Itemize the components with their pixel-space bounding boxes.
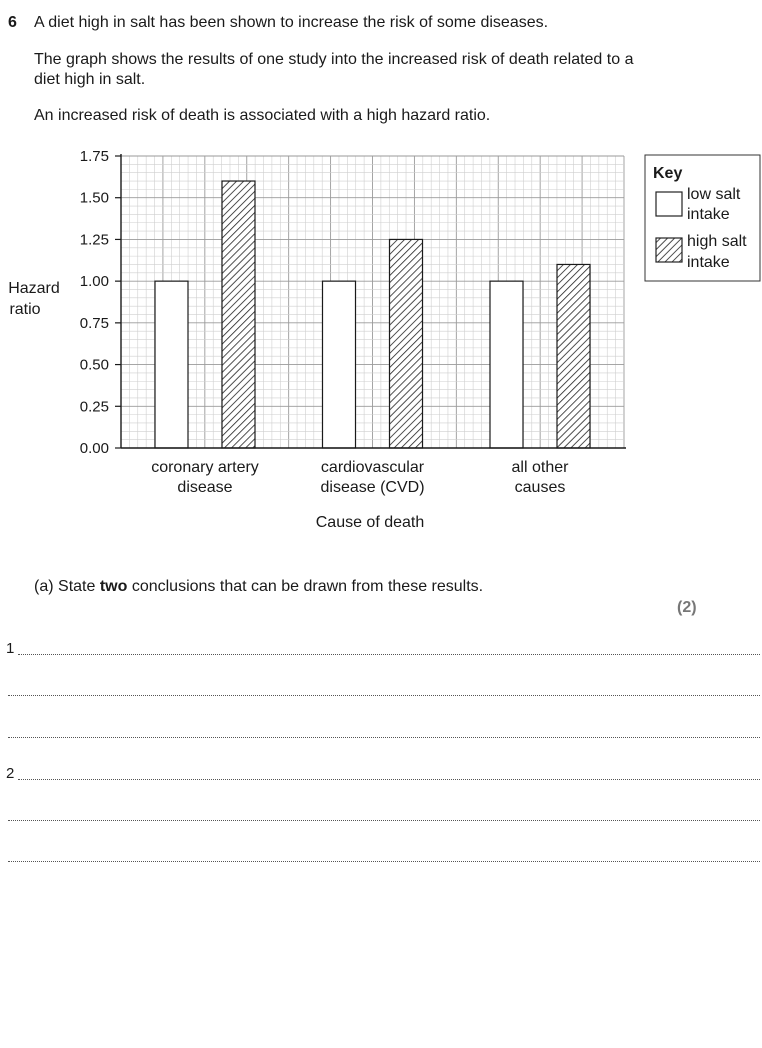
question-intro: A diet high in salt has been shown to increase the risk of some diseases. [34, 14, 549, 31]
chart-grid [121, 156, 624, 448]
x-category-labels [151, 459, 569, 496]
y-tick-label: 1.00 [79, 273, 109, 291]
legend-swatch-low-salt [656, 192, 682, 216]
y-tick-label: 0.00 [79, 440, 109, 457]
x-category-label: disease (CVD) [320, 479, 425, 496]
y-tick-labels [80, 148, 121, 457]
chart-legend [645, 155, 760, 281]
y-tick-label: 0.25 [79, 398, 109, 416]
answer-line-2a[interactable] [18, 779, 760, 780]
legend-label-high-salt-line-1: high salt [687, 233, 747, 250]
y-tick-label: 1.75 [79, 148, 109, 165]
legend-label-high-salt-line-2: intake [687, 254, 730, 271]
graph-description-line-2: diet high in salt. [34, 71, 146, 88]
x-category-label: all other [511, 459, 569, 476]
answer-line-1c[interactable] [8, 737, 760, 738]
part-a-text-after: conclusions that can be drawn from these results. [127, 578, 484, 595]
legend-label-low-salt-line-1: low salt [687, 186, 741, 203]
marks-indicator: (2) [677, 599, 697, 616]
answer-label-2: 2 [6, 765, 15, 782]
part-a-text-before: State [58, 578, 100, 595]
graph-description-line-1: The graph shows the results of one study into the increased risk of death related to a [34, 51, 634, 68]
legend-title: Key [653, 165, 683, 182]
x-axis-label: Cause of death [315, 514, 425, 531]
hazard-ratio-note: An increased risk of death is associated with a high hazard ratio. [34, 107, 491, 124]
x-category-label: cardiovascular [320, 459, 425, 476]
part-a-text-bold: two [99, 578, 128, 595]
legend-swatch-high-salt [656, 238, 682, 262]
y-tick-label: 1.50 [79, 189, 109, 207]
legend-label-low-salt-line-2: intake [687, 206, 730, 223]
y-tick-label: 0.50 [79, 356, 109, 374]
question-number: 6 [8, 14, 17, 31]
answer-line-1b[interactable] [8, 695, 760, 696]
bar-low-salt-0 [155, 281, 188, 448]
y-tick-label: 1.25 [79, 231, 109, 249]
bar-high-salt-0 [222, 181, 255, 448]
answer-label-1: 1 [6, 640, 15, 657]
hazard-ratio-bar-chart [0, 140, 762, 540]
answer-line-2b[interactable] [8, 820, 760, 821]
x-category-label: causes [514, 479, 566, 496]
part-a-label: (a) [34, 578, 54, 595]
y-axis-label-line-2: ratio [9, 301, 41, 318]
bar-low-salt-1 [323, 281, 356, 448]
bar-low-salt-2 [490, 281, 523, 448]
x-category-label: disease [177, 479, 233, 496]
y-axis-label-line-1: Hazard [8, 280, 60, 297]
answer-line-1a[interactable] [18, 654, 760, 655]
bar-high-salt-1 [390, 239, 423, 448]
y-tick-label: 0.75 [79, 314, 109, 332]
x-category-label: coronary artery [151, 459, 259, 476]
bar-high-salt-2 [557, 264, 590, 448]
part-a-question [34, 577, 483, 597]
answer-line-2c[interactable] [8, 861, 760, 862]
